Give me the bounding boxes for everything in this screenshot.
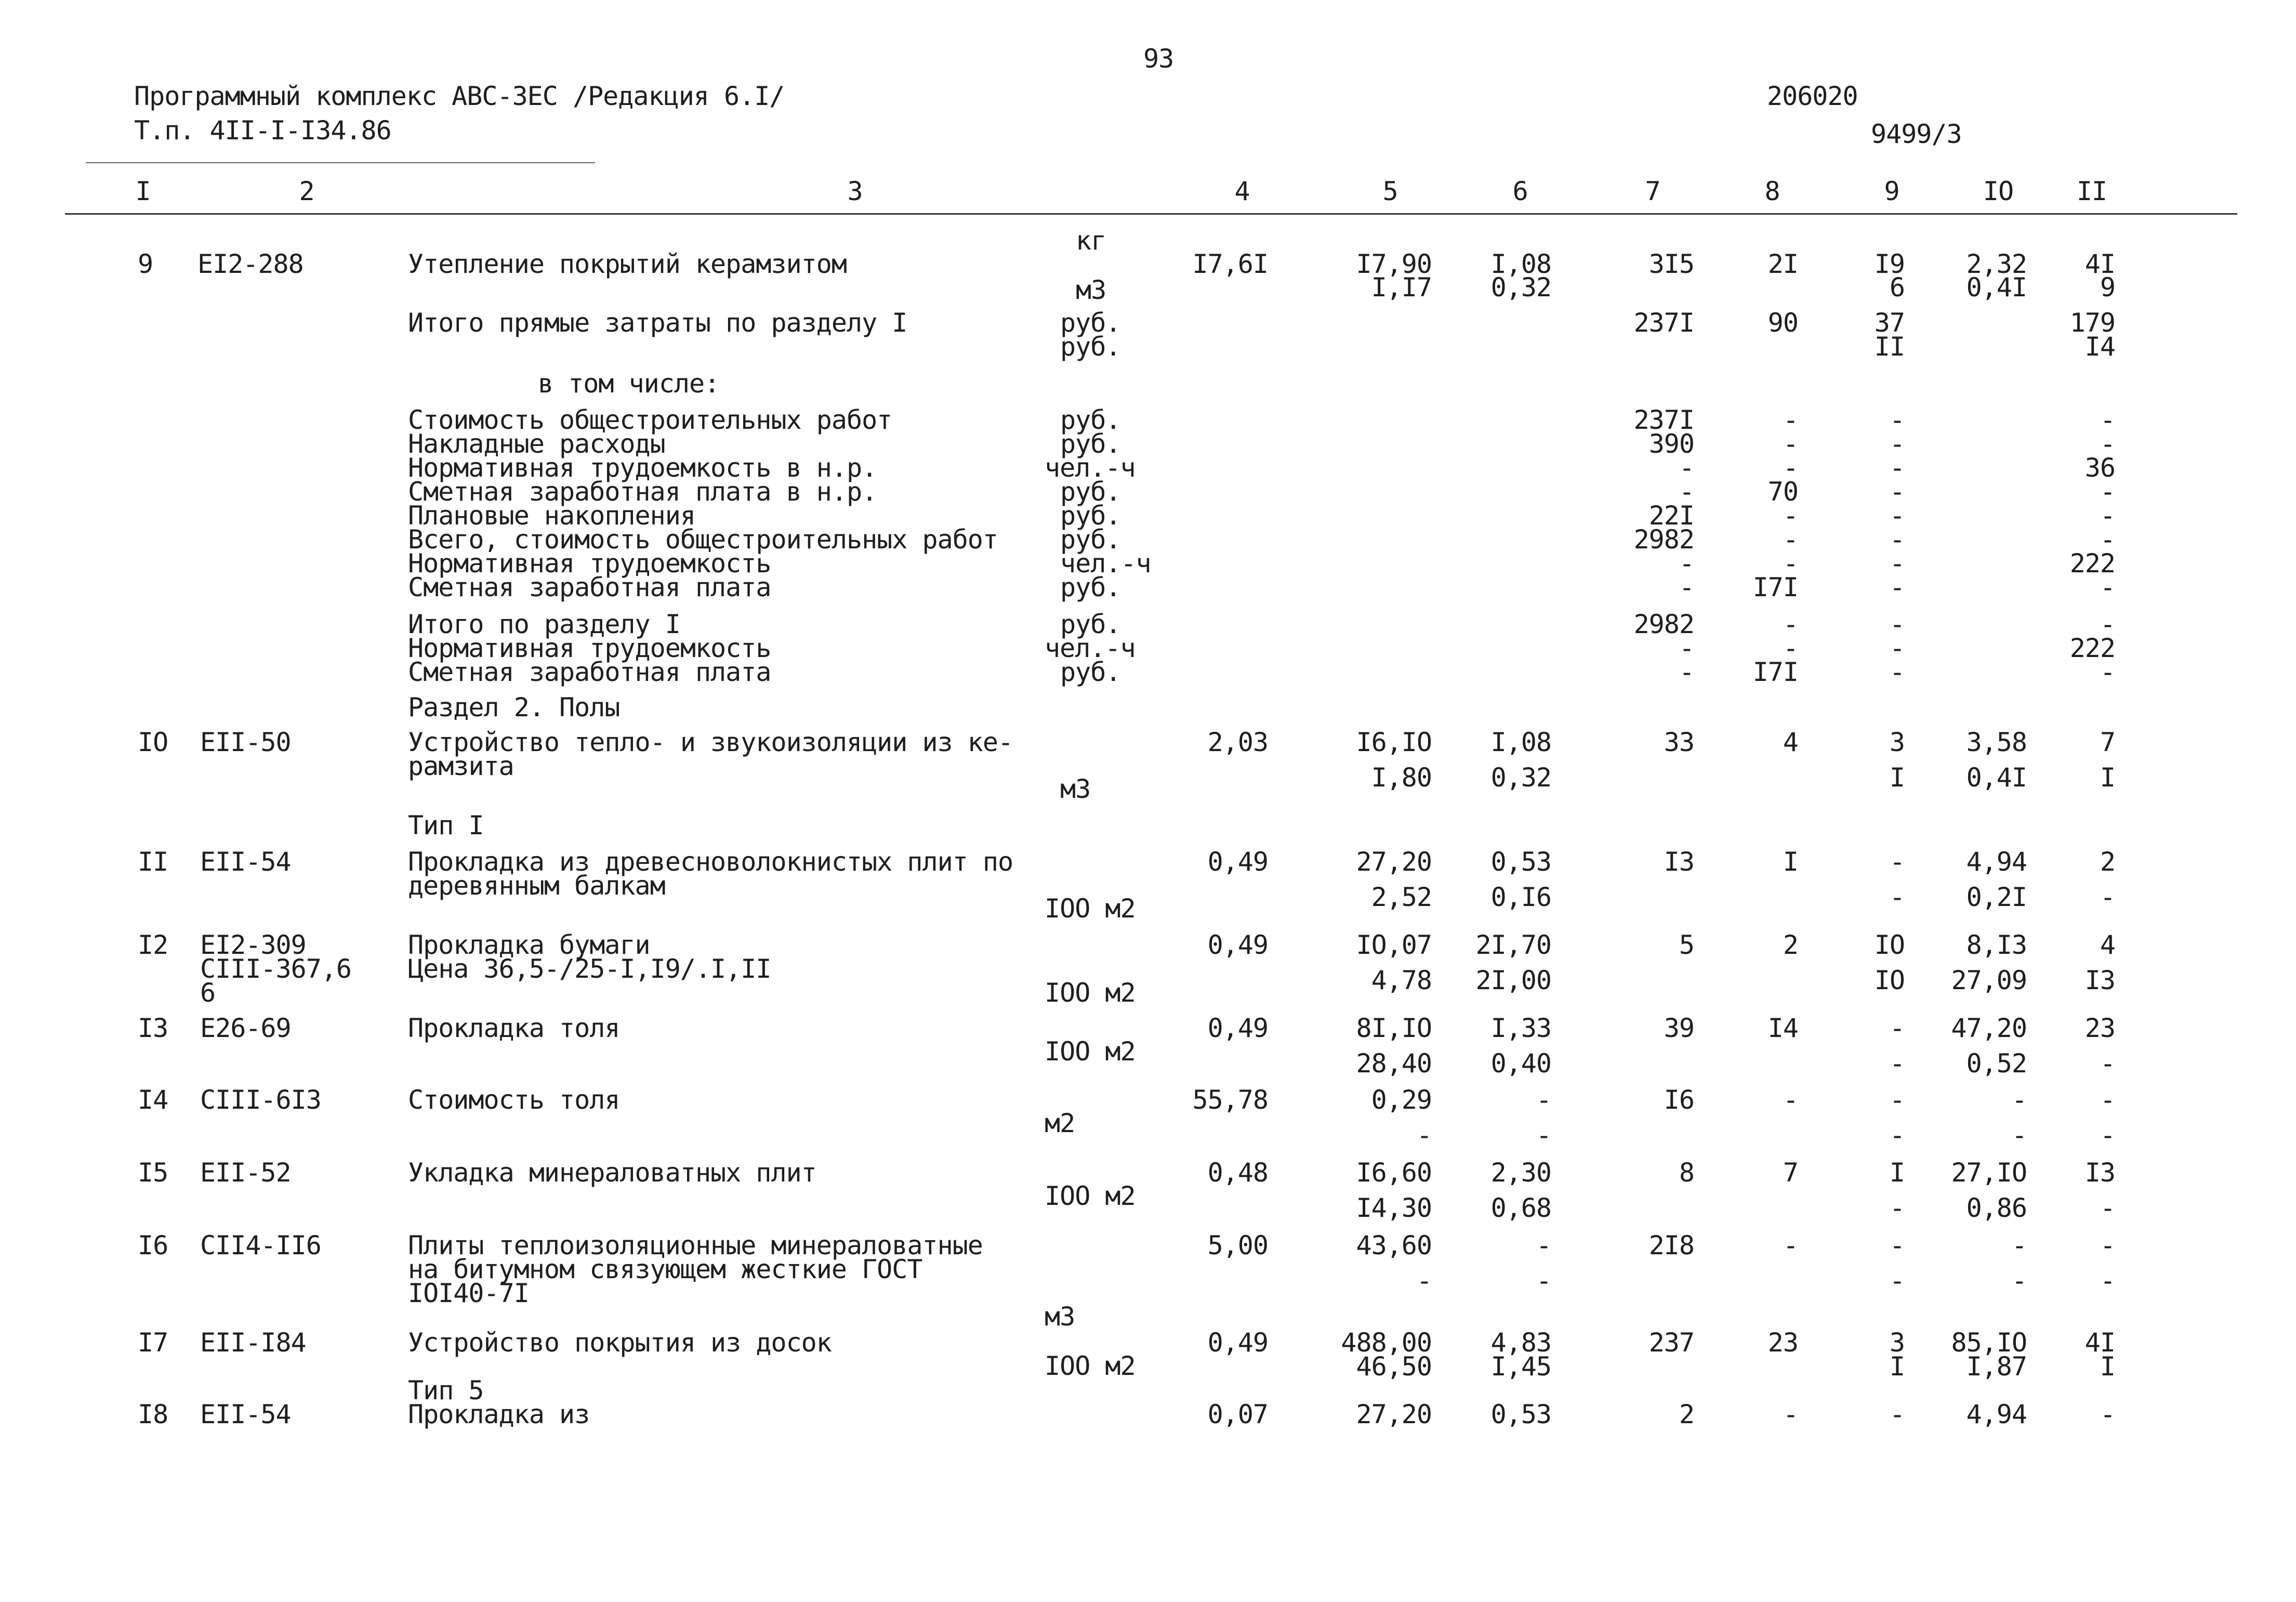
- col7-value: 2: [1679, 1399, 1694, 1429]
- summary-unit: руб.: [1060, 405, 1121, 435]
- price-code: СIII-367,6: [200, 954, 352, 984]
- work-description-2: деревянным балкам: [408, 871, 665, 901]
- summary-label: Нормативная трудоемкость в н.р.: [408, 453, 877, 483]
- col6-value: 4,83: [1490, 1328, 1551, 1358]
- col7-value: 2982: [1633, 524, 1694, 555]
- col10-value-2: 0,4I: [1966, 272, 2027, 303]
- col6-value-2: 0,68: [1490, 1193, 1551, 1223]
- col8-value: -: [1783, 633, 1798, 663]
- quantity: 0,48: [1207, 1158, 1268, 1188]
- col6-value-2: 0,32: [1490, 272, 1551, 303]
- unit: м3: [1076, 275, 1106, 305]
- col8-value: -: [1783, 1230, 1798, 1260]
- work-description: Прокладка толя: [408, 1013, 620, 1043]
- col11-value: -: [2100, 1399, 2115, 1429]
- col9-value-2: -: [1889, 1266, 1905, 1296]
- col-4-header: 4: [1234, 176, 1250, 206]
- col11-value: -: [2100, 405, 2115, 435]
- col11-value: 4I: [2084, 1328, 2115, 1358]
- row-number: I6: [138, 1230, 168, 1260]
- col6-value: 2I,70: [1475, 930, 1551, 960]
- col10-value: 47,20: [1951, 1013, 2027, 1043]
- col9-value-2: I: [1889, 763, 1905, 793]
- row-number: IO: [138, 727, 168, 757]
- col7-value: -: [1679, 657, 1694, 687]
- unit: IOO м2: [1045, 894, 1136, 924]
- quantity: 55,78: [1192, 1085, 1268, 1115]
- col10-value: 8,I3: [1966, 930, 2027, 960]
- col8-value: 2: [1783, 930, 1798, 960]
- col5-value: I6,IO: [1356, 727, 1432, 757]
- col11-value-2: -: [2100, 1120, 2115, 1150]
- col11-value: 222: [2069, 633, 2115, 663]
- col-3-header: 3: [847, 176, 863, 206]
- col11-value: 36: [2084, 453, 2115, 483]
- rate-code: Е26-69: [200, 1013, 291, 1043]
- col7-value: 237I: [1633, 308, 1694, 338]
- col8-value: -: [1783, 548, 1798, 579]
- summary-label: Нормативная трудоемкость: [408, 633, 771, 663]
- summary-unit: чел.-ч: [1060, 548, 1151, 579]
- col9-value-2: II: [1874, 332, 1905, 362]
- col7-value: 237: [1648, 1328, 1694, 1358]
- col10-value-2: 0,86: [1966, 1193, 2027, 1223]
- col6-value: I,08: [1490, 727, 1551, 757]
- col11-value: -: [2100, 1230, 2115, 1260]
- col5-value-2: I4,30: [1356, 1193, 1432, 1223]
- col10-value-2: -: [2011, 1120, 2027, 1150]
- program-title: Программный комплекс АВС-3ЕС /Редакция 6.I/: [134, 81, 785, 111]
- col-8-header: 8: [1764, 176, 1780, 206]
- col9-value: -: [1889, 501, 1905, 531]
- col9-value-2: -: [1889, 1120, 1905, 1150]
- row-number: I8: [138, 1399, 168, 1429]
- col11-value: 2: [2100, 847, 2115, 877]
- col11-value: 7: [2100, 727, 2115, 757]
- summary-label: Накладные расходы: [408, 429, 665, 459]
- col5-value-2: 4,78: [1371, 965, 1432, 995]
- summary-label: Сметная заработная плата: [408, 572, 771, 602]
- col10-value-2: 0,52: [1966, 1048, 2027, 1079]
- summary-unit: руб.: [1060, 501, 1121, 531]
- col11-value-2: -: [2100, 1048, 2115, 1079]
- row-number: II: [138, 847, 168, 877]
- summary-unit: руб.: [1060, 657, 1121, 687]
- col10-value: 2,32: [1966, 249, 2027, 279]
- col5-value: 27,20: [1356, 847, 1432, 877]
- type-heading: Тип I: [408, 810, 484, 841]
- col6-value: 0,53: [1490, 847, 1551, 877]
- col7-value: 33: [1664, 727, 1694, 757]
- col8-value: I7I: [1752, 657, 1798, 687]
- col11-value-2: I3: [2084, 965, 2115, 995]
- col11-value-2: 9: [2100, 272, 2115, 303]
- work-description: Устройство тепло- и звукоизоляции из ке-: [408, 727, 1013, 757]
- col5-value-2: 46,50: [1356, 1351, 1432, 1382]
- col11-value: 4I: [2084, 249, 2115, 279]
- col11-value: -: [2100, 609, 2115, 639]
- work-description: Плиты теплоизоляционные минераловатные: [408, 1230, 983, 1260]
- col7-value: 2I8: [1648, 1230, 1694, 1260]
- unit: IOO м2: [1045, 1351, 1136, 1381]
- unit: м3: [1045, 1302, 1075, 1332]
- col6-value-2: -: [1536, 1266, 1551, 1296]
- col-11-header: II: [2076, 176, 2107, 206]
- col8-value: -: [1783, 524, 1798, 555]
- col9-value: -: [1889, 657, 1905, 687]
- unit: IOO м2: [1045, 978, 1136, 1008]
- col9-value: 37: [1874, 308, 1905, 338]
- col11-value: -: [2100, 572, 2115, 602]
- col5-value: 488,00: [1341, 1328, 1432, 1358]
- col5-value: 27,20: [1356, 1399, 1432, 1429]
- col11-value-2: -: [2100, 1266, 2115, 1296]
- col10-value: 27,IO: [1951, 1158, 2027, 1188]
- work-description-2: на битумном связующем жесткие ГОСТ: [408, 1254, 922, 1284]
- col9-value: -: [1889, 847, 1905, 877]
- work-description-3: IOI40-7I: [408, 1278, 529, 1308]
- col6-value-2: -: [1536, 1120, 1551, 1150]
- quantity: 0,49: [1207, 930, 1268, 960]
- summary-unit: руб.: [1060, 524, 1121, 555]
- col-7-header: 7: [1645, 176, 1660, 206]
- col9-value: 3: [1889, 1328, 1905, 1358]
- col8-value: -: [1783, 609, 1798, 639]
- summary-unit: руб.: [1060, 609, 1121, 639]
- col7-value: 3I5: [1648, 249, 1694, 279]
- col7-value: 2982: [1633, 609, 1694, 639]
- col10-value-2: 0,4I: [1966, 763, 2027, 793]
- summary-label: Нормативная трудоемкость: [408, 548, 771, 579]
- col11-value: -: [2100, 429, 2115, 459]
- col7-value: 237I: [1633, 405, 1694, 435]
- col7-value: 39: [1664, 1013, 1694, 1043]
- col11-value: -: [2100, 524, 2115, 555]
- col10-value: 4,94: [1966, 1399, 2027, 1429]
- col-2-header: 2: [299, 176, 314, 206]
- col10-value-2: -: [2011, 1266, 2027, 1296]
- col-5-header: 5: [1382, 176, 1398, 206]
- col7-value: -: [1679, 548, 1694, 579]
- col5-value-2: -: [1416, 1266, 1432, 1296]
- col5-value-2: I,I7: [1371, 272, 1432, 303]
- quantity: I7,6I: [1192, 249, 1268, 279]
- project-id: Т.п. 4II-I-I34.86: [134, 115, 391, 146]
- col10-value: 4,94: [1966, 847, 2027, 877]
- rate-code: ЕII-50: [200, 727, 291, 757]
- quantity: 0,49: [1207, 1013, 1268, 1043]
- type-heading: Тип 5: [408, 1375, 484, 1406]
- col9-value: -: [1889, 609, 1905, 639]
- work-description: Устройство покрытия из досок: [408, 1328, 832, 1358]
- col11-value-2: I: [2100, 1351, 2115, 1382]
- col10-value: 3,58: [1966, 727, 2027, 757]
- document-number: 9499/3: [1871, 119, 1962, 149]
- col9-value: I: [1889, 1158, 1905, 1188]
- col-10-header: IO: [1983, 176, 2014, 206]
- col8-value: I7I: [1752, 572, 1798, 602]
- col8-value: -: [1783, 501, 1798, 531]
- col11-value: 23: [2084, 1013, 2115, 1043]
- col8-value: -: [1783, 1085, 1798, 1115]
- summary-label: Всего, стоимость общестроительных работ: [408, 524, 998, 555]
- rate-code: СIII-6I3: [200, 1085, 321, 1115]
- col9-value: -: [1889, 429, 1905, 459]
- work-description: Утепление покрытий керамзитом: [408, 249, 847, 279]
- col9-value: -: [1889, 453, 1905, 483]
- col-9-header: 9: [1884, 176, 1899, 206]
- col8-value: 90: [1767, 308, 1798, 338]
- summary-label: Итого по разделу I: [408, 609, 680, 639]
- col9-value: -: [1889, 1085, 1905, 1115]
- section-heading: Раздел 2. Полы: [408, 692, 620, 723]
- col7-value: -: [1679, 453, 1694, 483]
- col6-value: -: [1536, 1230, 1551, 1260]
- col5-value-2: -: [1416, 1120, 1432, 1150]
- col8-value: I4: [1767, 1013, 1798, 1043]
- rate-code: ЕI2-288: [197, 249, 304, 279]
- unit-2: руб.: [1060, 332, 1121, 362]
- summary-unit: руб.: [1060, 477, 1121, 507]
- total-label: Итого прямые затраты по разделу I: [408, 308, 907, 338]
- work-description: Прокладка из: [408, 1399, 590, 1429]
- unit-top: кг: [1076, 226, 1106, 256]
- col11-value-2: -: [2100, 882, 2115, 912]
- quantity: 0,07: [1207, 1399, 1268, 1429]
- col11-value-2: I: [2100, 763, 2115, 793]
- col5-value: I6,60: [1356, 1158, 1432, 1188]
- unit: руб.: [1060, 308, 1121, 338]
- col9-value: -: [1889, 1013, 1905, 1043]
- col10-value: -: [2011, 1085, 2027, 1115]
- summary-label: Плановые накопления: [408, 501, 695, 531]
- col7-value: I3: [1664, 847, 1694, 877]
- col9-value-2: -: [1889, 1193, 1905, 1223]
- col9-value: -: [1889, 548, 1905, 579]
- work-description-2: Цена 36,5-/25-I,I9/.I,II: [408, 954, 771, 984]
- col8-value: -: [1783, 429, 1798, 459]
- col11-value: -: [2100, 501, 2115, 531]
- col9-value: -: [1889, 405, 1905, 435]
- col5-value: 8I,IO: [1356, 1013, 1432, 1043]
- row-number: I3: [138, 1013, 168, 1043]
- row-number: 9: [138, 249, 153, 279]
- col-6-header: 6: [1512, 176, 1528, 206]
- col11-value: 4: [2100, 930, 2115, 960]
- quantity: 0,49: [1207, 1328, 1268, 1358]
- unit: IOO м2: [1045, 1181, 1136, 1211]
- col5-value: 0,29: [1371, 1085, 1432, 1115]
- price-code-suffix: 6: [200, 978, 216, 1008]
- rate-code: СII4-II6: [200, 1230, 321, 1260]
- rate-code: ЕI2-309: [200, 930, 306, 960]
- rate-code: ЕII-54: [200, 1399, 291, 1429]
- col9-value-2: 6: [1889, 272, 1905, 303]
- rate-code: ЕII-52: [200, 1158, 291, 1188]
- col6-value: 2,30: [1490, 1158, 1551, 1188]
- col10-value-2: 27,09: [1951, 965, 2027, 995]
- col9-value: -: [1889, 633, 1905, 663]
- col10-value-2: I,87: [1966, 1351, 2027, 1382]
- row-number: I2: [138, 930, 168, 960]
- col9-value-2: -: [1889, 1048, 1905, 1079]
- col8-value: 7: [1783, 1158, 1798, 1188]
- col11-value: I3: [2084, 1158, 2115, 1188]
- work-description-2: рамзита: [408, 751, 514, 781]
- col6-value: 0,53: [1490, 1399, 1551, 1429]
- col8-value: 70: [1767, 477, 1798, 507]
- col7-value: -: [1679, 572, 1694, 602]
- summary-label: Сметная заработная плата: [408, 657, 771, 687]
- col9-value: -: [1889, 572, 1905, 602]
- col5-value-2: 2,52: [1371, 882, 1432, 912]
- summary-label: Сметная заработная плата в н.р.: [408, 477, 877, 507]
- unit: м2: [1045, 1108, 1075, 1138]
- col9-value: I9: [1874, 249, 1905, 279]
- col7-value: -: [1679, 633, 1694, 663]
- col6-value: I,08: [1490, 249, 1551, 279]
- row-number: I5: [138, 1158, 168, 1188]
- col8-value: 4: [1783, 727, 1798, 757]
- col5-value: IO,07: [1356, 930, 1432, 960]
- col6-value-2: 0,I6: [1490, 882, 1551, 912]
- col5-value-2: 28,40: [1356, 1048, 1432, 1079]
- header-rule: [65, 213, 2237, 215]
- work-description: Укладка минераловатных плит: [408, 1158, 816, 1188]
- col8-value: -: [1783, 453, 1798, 483]
- rate-code: ЕII-I84: [200, 1328, 306, 1358]
- document-code: 206020: [1767, 81, 1858, 111]
- col8-value: I: [1783, 847, 1798, 877]
- header-rule-top: [86, 162, 595, 163]
- col11-value: -: [2100, 477, 2115, 507]
- summary-unit: чел.-ч: [1045, 633, 1136, 663]
- col9-value: -: [1889, 1230, 1905, 1260]
- col8-value: -: [1783, 1399, 1798, 1429]
- col11-value: -: [2100, 657, 2115, 687]
- col9-value-2: -: [1889, 882, 1905, 912]
- col5-value: I7,90: [1356, 249, 1432, 279]
- col7-value: 8: [1679, 1158, 1694, 1188]
- col11-value: 179: [2069, 308, 2115, 338]
- col8-value: 2I: [1767, 249, 1798, 279]
- col11-value-2: -: [2100, 1193, 2115, 1223]
- col6-value-2: 2I,00: [1475, 965, 1551, 995]
- col8-value: 23: [1767, 1328, 1798, 1358]
- col5-value-2: I,80: [1371, 763, 1432, 793]
- rate-code: ЕII-54: [200, 847, 291, 877]
- col6-value-2: 0,40: [1490, 1048, 1551, 1079]
- col9-value: -: [1889, 1399, 1905, 1429]
- col10-value: -: [2011, 1230, 2027, 1260]
- col6-value-2: I,45: [1490, 1351, 1551, 1382]
- col8-value: -: [1783, 405, 1798, 435]
- summary-unit: чел.-ч: [1045, 453, 1136, 483]
- col6-value: -: [1536, 1085, 1551, 1115]
- col7-value: -: [1679, 477, 1694, 507]
- work-description: Стоимость толя: [408, 1085, 620, 1115]
- col11-value-2: I4: [2084, 332, 2115, 362]
- col9-value: IO: [1874, 930, 1905, 960]
- summary-unit: руб.: [1060, 429, 1121, 459]
- col9-value-2: I: [1889, 1351, 1905, 1382]
- col9-value-2: IO: [1874, 965, 1905, 995]
- col9-value: 3: [1889, 727, 1905, 757]
- col6-value-2: 0,32: [1490, 763, 1551, 793]
- including-heading: в том числе:: [538, 369, 720, 399]
- quantity: 2,03: [1207, 727, 1268, 757]
- col-1-header: I: [135, 176, 151, 206]
- col7-value: 22I: [1648, 501, 1694, 531]
- unit: м3: [1060, 774, 1091, 804]
- col9-value: -: [1889, 477, 1905, 507]
- summary-unit: руб.: [1060, 572, 1121, 602]
- unit: IOO м2: [1045, 1036, 1136, 1067]
- quantity: 5,00: [1207, 1230, 1268, 1260]
- summary-label: Стоимость общестроительных работ: [408, 405, 892, 435]
- col11-value: -: [2100, 1085, 2115, 1115]
- row-number: I4: [138, 1085, 168, 1115]
- row-number: I7: [138, 1328, 168, 1358]
- col10-value-2: 0,2I: [1966, 882, 2027, 912]
- col10-value: 85,IO: [1951, 1328, 2027, 1358]
- col7-value: 5: [1679, 930, 1694, 960]
- work-description: Прокладка из древесноволокнистых плит по: [408, 847, 1013, 877]
- col11-value: 222: [2069, 548, 2115, 579]
- quantity: 0,49: [1207, 847, 1268, 877]
- col5-value: 43,60: [1356, 1230, 1432, 1260]
- col9-value: -: [1889, 524, 1905, 555]
- col7-value: I6: [1664, 1085, 1694, 1115]
- col7-value: 390: [1648, 429, 1694, 459]
- work-description: Прокладка бумаги: [408, 930, 650, 960]
- col6-value: I,33: [1490, 1013, 1551, 1043]
- page-number: 93: [1143, 44, 1174, 74]
